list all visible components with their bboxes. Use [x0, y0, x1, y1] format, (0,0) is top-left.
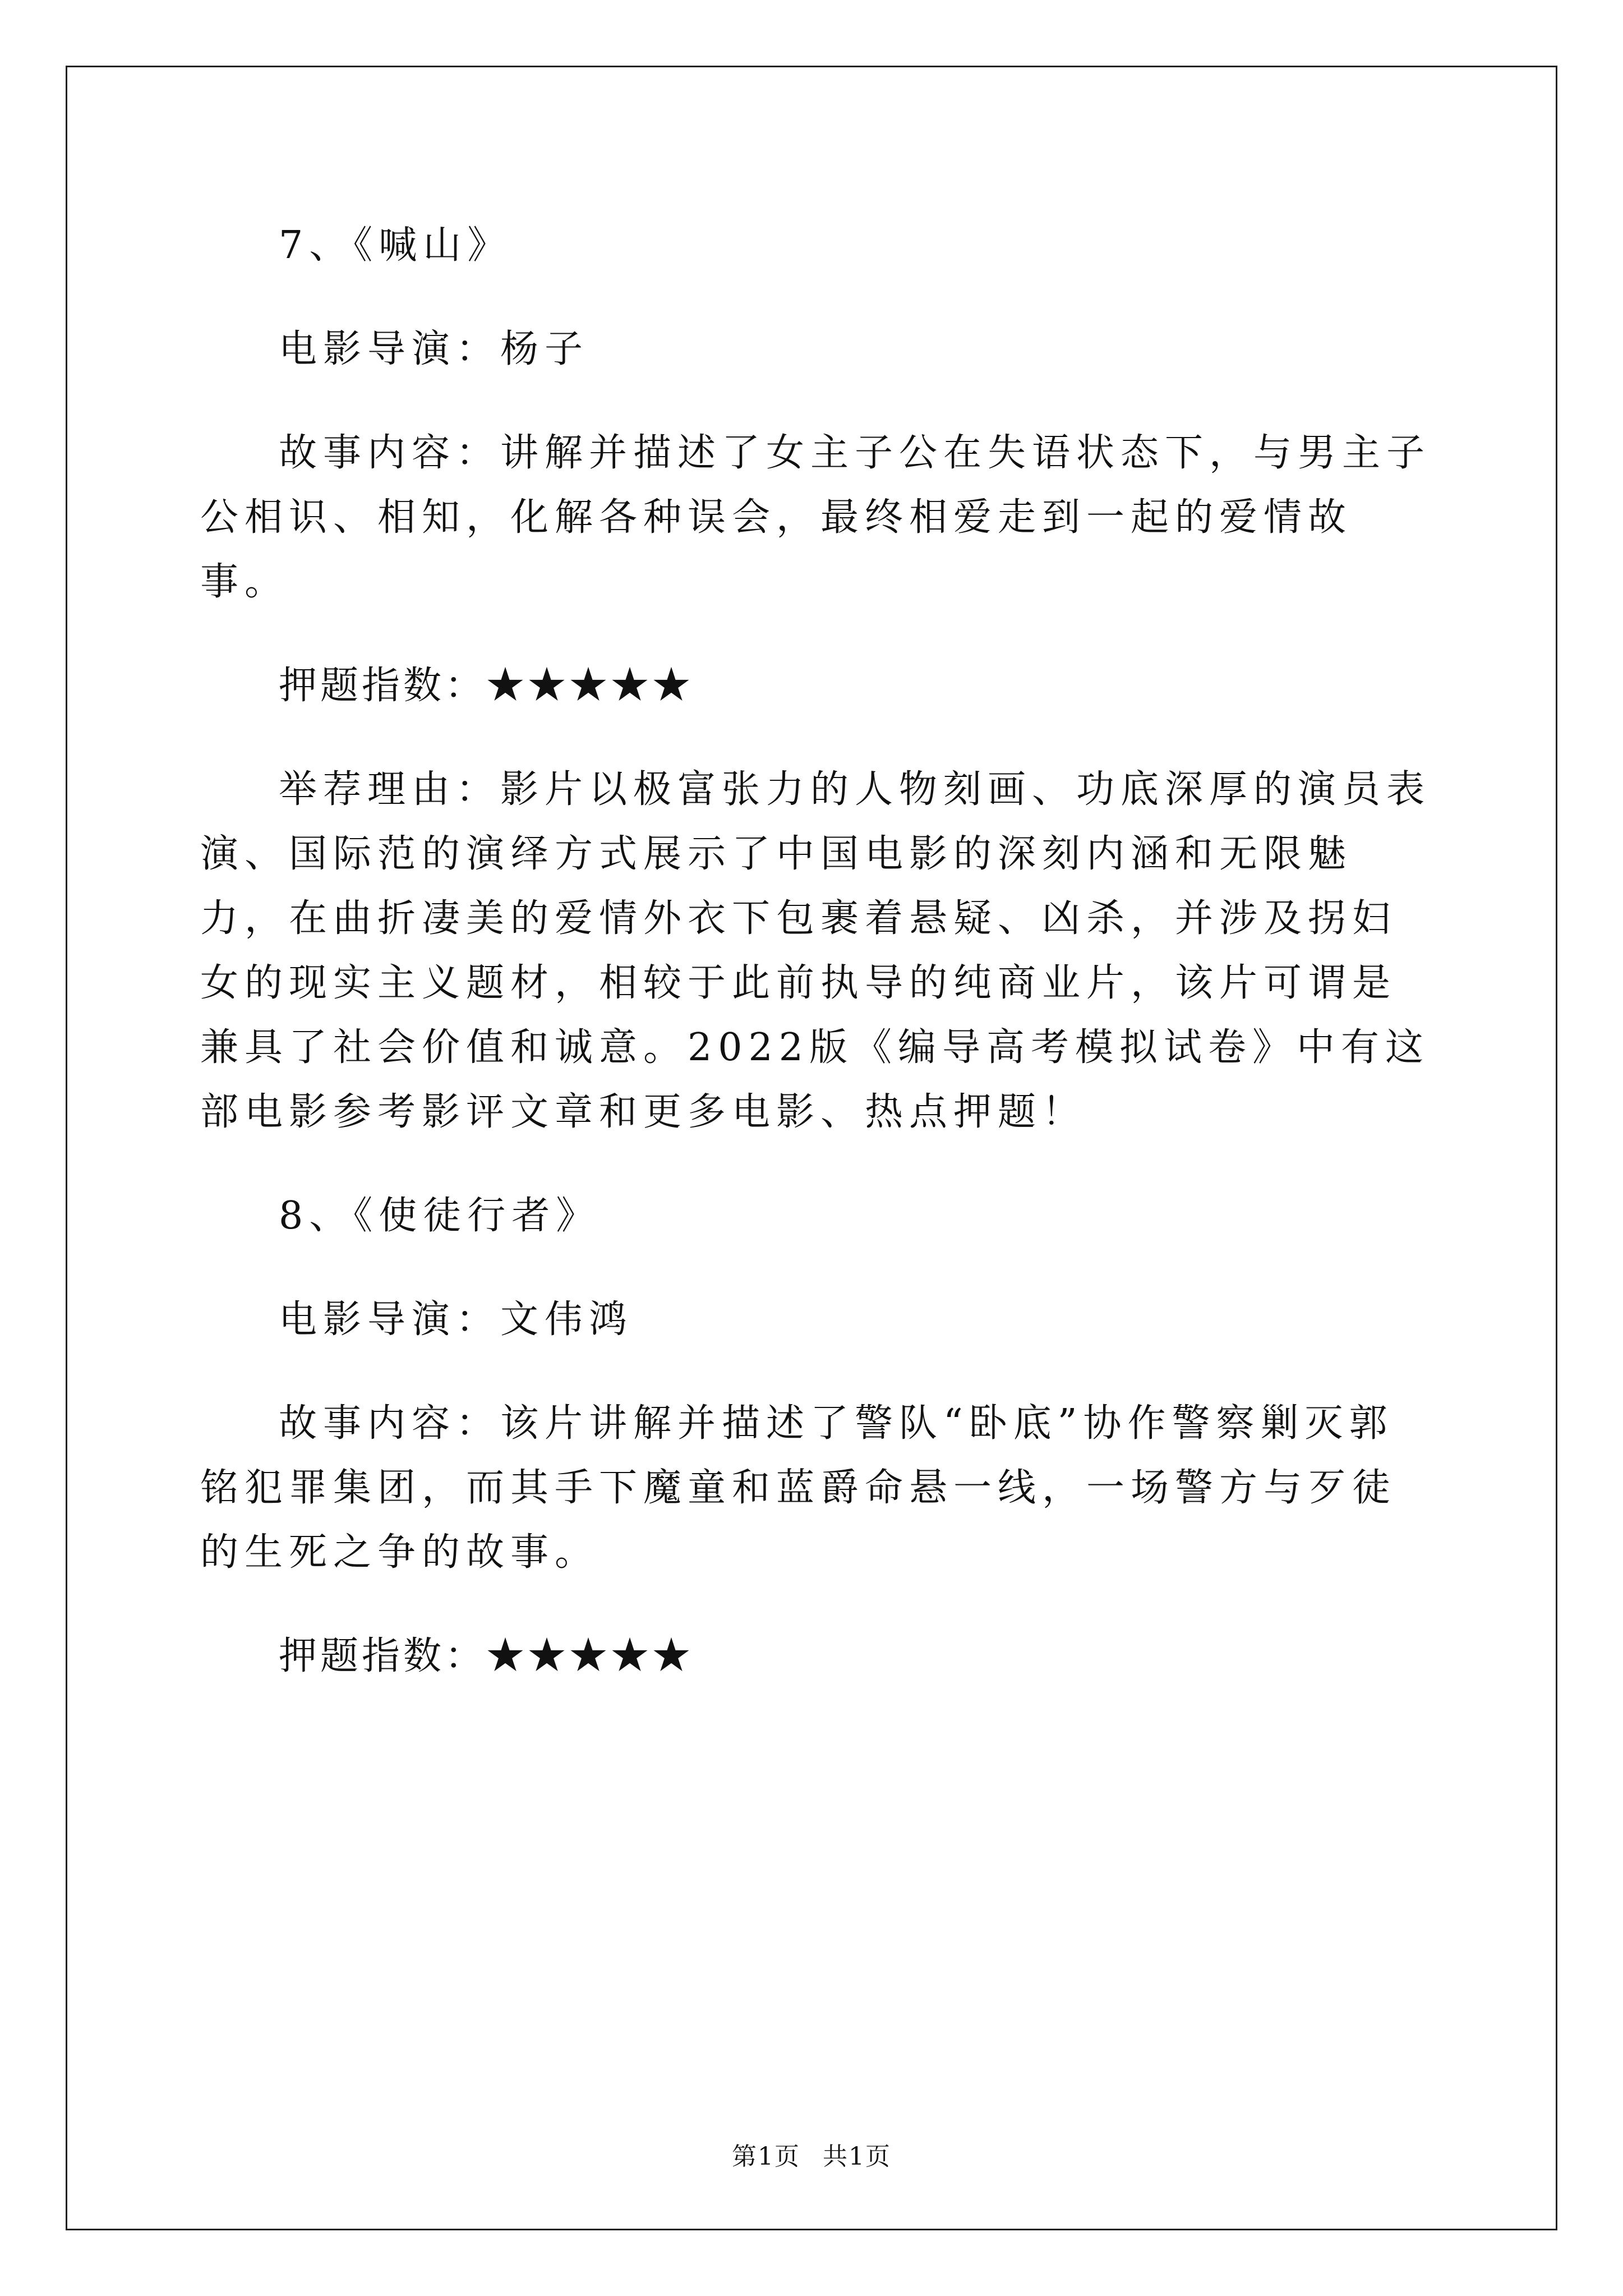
movie-7-director: 电影导演：杨子: [279, 327, 589, 371]
movie-8-director: 电影导演：文伟鸿: [279, 1297, 634, 1342]
movie-7-rating: 押题指数：★★★★★: [279, 664, 694, 708]
document-body: [200, 213, 1434, 1728]
movie-7-reason: 举荐理由：影片以极富张力的人物刻画、功底深厚的演员表演、国际范的演绎方式展示了中国电影的深刻内涵和无限魅力，在曲折凄美的爱情外衣下包裹着悬疑、凶杀，并涉及拐妇女的现实主义题材，相较于此前执导的纯商业片，该片可谓是兼具了社会价值和诚意。2022版《编导高考模拟试卷》中有这部电影参考影评文章和更多电影、热点押题！: [200, 767, 1431, 1134]
movie-7-story: 故事内容：讲解并描述了女主子公在失语状态下，与男主子公相识、相知，化解各种误会，最终相爱走到一起的爱情故事。: [200, 431, 1431, 604]
movie-7-title: 7、《喊山》: [279, 223, 512, 268]
page-footer: [0, 2141, 1623, 2173]
movie-8-story: 故事内容：该片讲解并描述了警队“卧底”协作警察剿灭郭铭犯罪集团，而其手下魔童和蓝爵命悬一线，一场警方与歹徒的生死之争的故事。: [200, 1401, 1397, 1575]
movie-8-title: 8、《使徒行者》: [279, 1194, 601, 1238]
movie-8-rating: 押题指数：★★★★★: [279, 1634, 694, 1678]
page-number-current: 第1页: [732, 2142, 800, 2171]
page-number-total: 共1页: [823, 2142, 891, 2171]
